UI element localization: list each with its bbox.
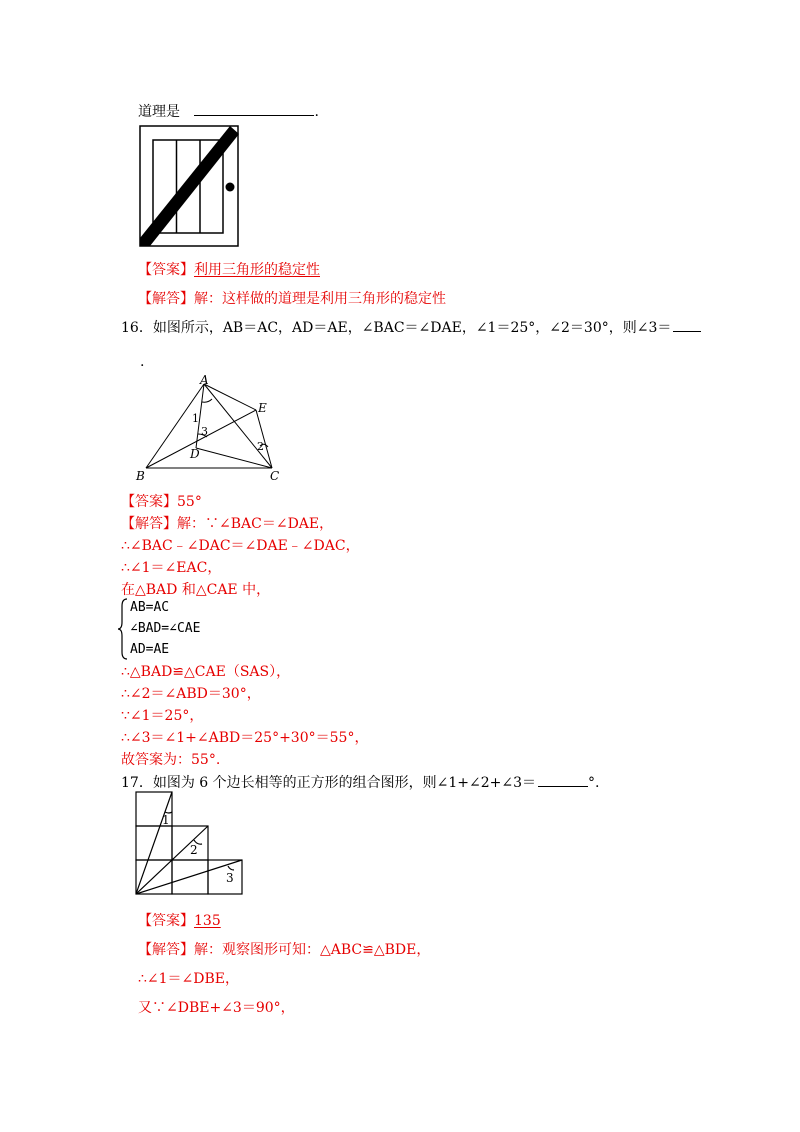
q16-system-line-1: ∠BAD=∠CAE bbox=[130, 621, 201, 636]
q15-answer-tag: 【答案】 bbox=[138, 262, 194, 278]
q16-answer-line bbox=[121, 492, 202, 512]
q16-label-e: E bbox=[258, 401, 267, 415]
q15-reason-text: 道理是 bbox=[138, 104, 180, 120]
q16-label-d: D bbox=[190, 447, 200, 461]
q15-answer-blank bbox=[194, 103, 314, 116]
q17-answer-text: 135 bbox=[194, 913, 221, 929]
q16-angle-2: 2 bbox=[257, 440, 264, 453]
q17-angle-3: 3 bbox=[226, 871, 234, 885]
q16-stem-cont: . bbox=[140, 354, 145, 370]
q16-solution-line-2: ∴∠1＝∠EAC， bbox=[121, 560, 222, 576]
q17-solution-line-2: 又∵∠DBE+∠3＝90°， bbox=[138, 1000, 295, 1016]
q15-period: . bbox=[314, 104, 319, 120]
q15-answer-text: 利用三角形的稳定性 bbox=[194, 262, 320, 278]
q16-label-c: C bbox=[270, 469, 280, 483]
q17-angle-2: 2 bbox=[190, 843, 198, 857]
q17-answer-line bbox=[138, 911, 221, 931]
q17-answer-blank bbox=[538, 774, 588, 787]
q16-solution-line-1: ∴∠BAC﹣∠DAC＝∠DAE﹣∠DAC， bbox=[121, 538, 360, 554]
q16-conclusion-line-2: ∵∠1＝25°， bbox=[121, 708, 204, 724]
q16-conclusion-line-1: ∴∠2＝∠ABD＝30°， bbox=[121, 686, 261, 702]
q16-triangle-figure bbox=[134, 372, 294, 484]
q16-conclusion-line-3: ∴∠3＝∠1+∠ABD＝25°+30°＝55°， bbox=[121, 730, 369, 746]
q15-solution-line bbox=[138, 289, 446, 309]
q16-solution-tag: 【解答】 bbox=[121, 516, 177, 532]
q16-conclusion-line-0: ∴△BAD≌△CAE（SAS）， bbox=[121, 664, 291, 680]
q17-solution-text-0: 解：观察图形可知：△ABC≌△BDE， bbox=[194, 942, 431, 958]
q16-answer-blank bbox=[673, 319, 701, 332]
q16-stem bbox=[121, 318, 701, 338]
q15-reason-line bbox=[138, 102, 319, 122]
q17-solution-line-1: ∴∠1＝∠DBE， bbox=[138, 971, 240, 987]
q16-system-line-0: AB=AC bbox=[130, 600, 170, 615]
q17-stem-text: 17．如图为 6 个边长相等的正方形的组合图形，则∠1+∠2+∠3＝ bbox=[121, 775, 536, 791]
q17-solution-tag: 【解答】 bbox=[138, 942, 194, 958]
q16-solution-text-0: 解：∵∠BAC＝∠DAE， bbox=[177, 516, 334, 532]
q17-answer-tag: 【答案】 bbox=[138, 913, 194, 929]
q16-system-line-2: AD=AE bbox=[130, 642, 170, 657]
q15-gate-figure bbox=[138, 124, 242, 248]
q15-answer-line bbox=[138, 260, 320, 280]
q17-angle-1: 1 bbox=[162, 813, 170, 827]
q16-solution-line-0 bbox=[121, 514, 333, 534]
q16-solution-line-3: 在△BAD 和△CAE 中， bbox=[121, 582, 271, 598]
q17-solution-line-0 bbox=[138, 940, 430, 960]
q16-answer-text: 55° bbox=[177, 494, 202, 510]
q16-stem-text: 16．如图所示，AB＝AC，AD＝AE，∠BAC＝∠DAE，∠1＝25°，∠2＝30°，则∠3＝ bbox=[121, 320, 672, 336]
q15-solution-tag: 【解答】 bbox=[138, 291, 194, 307]
q17-stem-end: °. bbox=[588, 775, 600, 791]
q16-angle-1: 1 bbox=[192, 412, 199, 425]
q15-solution-text: 解：这样做的道理是利用三角形的稳定性 bbox=[194, 291, 446, 307]
q16-answer-tag: 【答案】 bbox=[121, 494, 177, 510]
q16-label-b: B bbox=[136, 469, 145, 483]
brace-icon bbox=[118, 598, 128, 660]
q16-conclusion-line-4: 故答案为：55°. bbox=[121, 752, 221, 768]
q16-angle-3: 3 bbox=[201, 425, 208, 438]
q16-equation-system bbox=[118, 598, 258, 660]
q17-squares-figure bbox=[134, 790, 246, 900]
q16-label-a: A bbox=[200, 373, 209, 387]
